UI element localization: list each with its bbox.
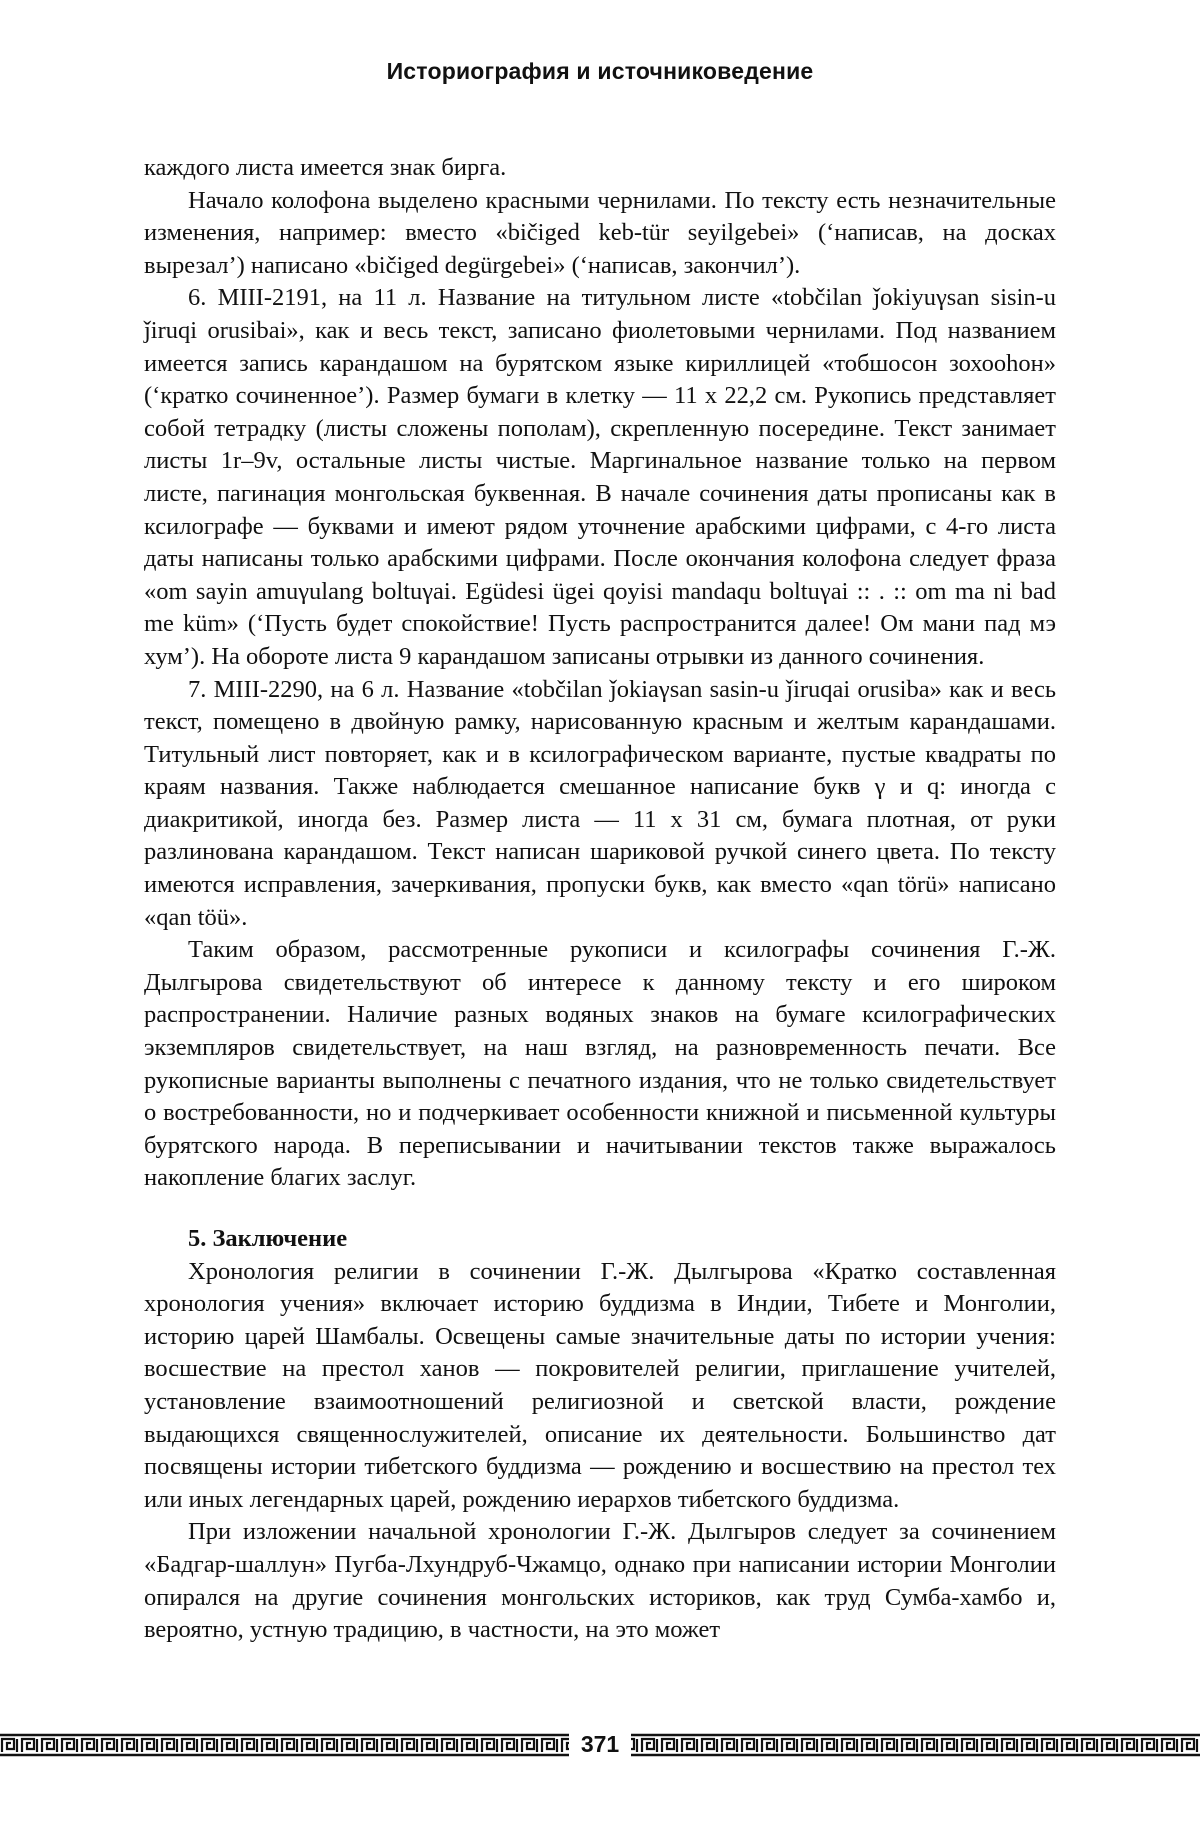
paragraph: При изложении начальной хронологии Г.-Ж. Дылгыров следует за сочинением «Бадгар-шаллун» Пугба-Лхундруб-Чжамцо, однако при написании истории Монголии опирался на другие сочинения монгольских историков, как труд Сумба-хамбо и, вероятно, устную традицию, в частности, на это может xyxy=(144,1518,1056,1644)
page-number-text: 371 xyxy=(569,1731,631,1757)
paragraph: 7. MIII-2290, на 6 л. Название «tobčilan ǰokiaγsan sasin-u ǰiruqai orusiba» как и весь текст, помещено в двойную рамку, нарисованную красным и желтым карандашами. Титульный лист повторяет, как и в ксилографическом варианте, пустые квадраты по краям названия. Также наблюдается смешанное написание букв γ и q: иногда с диакритикой, иногда без. Размер листа — 11 х 31 см, бумага плотная, от руки разлинована карандашом. Текст написан шариковой ручкой синего цвета. По тексту имеются исправления, зачеркивания, пропуски букв, как вместо «qan törü» написано «qan töü». xyxy=(144,675,1056,931)
running-header: Историография и источниковедение xyxy=(386,58,814,84)
paragraph: 6. MIII-2191, на 11 л. Название на титульном листе «tobčilan ǰokiyuγsan sisin-u ǰiruqi orusibai», как и весь текст, записано фиолетовыми чернилами. Под названием имеется запись карандашом на бурятском языке кириллицей «тобшосон зохооhон» (‘кратко сочиненное’). Размер бумаги в клетку — 11 х 22,2 см. Рукопись представляет собой тетрадку (листы сложены пополам), скрепленную посередине. Текст занимает листы 1r–9v, остальные листы чистые. Маргинальное название только на первом листе, пагинация монгольская буквенная. В начале сочинения даты прописаны как в ксилографе — буквами и имеют рядом уточнение арабскими цифрами, с 4-го листа даты написаны только арабскими цифрами. После окончания колофона следует фраза «om sayin amuγulang boltuγai. Egüdesi ügei qoyisi mandaqu boltuγai :: . :: om ma ni bad me küm» (‘Пусть будет спокойствие! Пусть распространится далее! Ом мани пад мэ хум’). На обороте листа 9 карандашом записаны отрывки из данного сочинения. xyxy=(144,284,1056,670)
page-number xyxy=(0,1730,1200,1758)
paragraph: каждого листа имеется знак бирга. xyxy=(144,154,507,181)
paragraph: Начало колофона выделено красными чернилами. По тексту есть незначительные изменения, например: вместо «bičiged keb-tür seyilgebei» (‘написав, на досках вырезал’) написано «bičiged degürgebei» (‘написав, закончил’). xyxy=(144,186,1056,279)
paragraph: Таким образом, рассмотренные рукописи и ксилографы сочинения Г.-Ж. Дылгырова свидетельствуют об интересе к данному тексту и его широком распространении. Наличие разных водяных знаков на бумаге ксилографических экземпляров свидетельствует, на наш взгляд, на разновременность печати. Все рукописные варианты выполнены с печатного издания, что не только свидетельствует о востребованности, но и подчеркивает особенности книжной и письменной культуры бурятского народа. В переписывании и начитывании текстов также выражалось накопление благих заслуг. xyxy=(144,936,1056,1192)
body-text xyxy=(144,152,1056,1647)
paragraph: Хронология религии в сочинении Г.-Ж. Дылгырова «Кратко составленная хронология учения» включает историю буддизма в Индии, Тибете и Монголии, историю царей Шамбалы. Освещены самые значительные даты по истории учения: восшествие на престол ханов — покровителей религии, приглашение учителей, установление взаимоотношений религиозной и светской власти, рождение выдающихся священнослужителей, описание их деятельности. Большинство дат посвящены истории тибетского буддизма — рождению и восшествию на престол тех или иных легендарных царей, рождению иерархов тибетского буддизма. xyxy=(144,1257,1056,1513)
section-heading: 5. Заключение xyxy=(188,1225,348,1252)
